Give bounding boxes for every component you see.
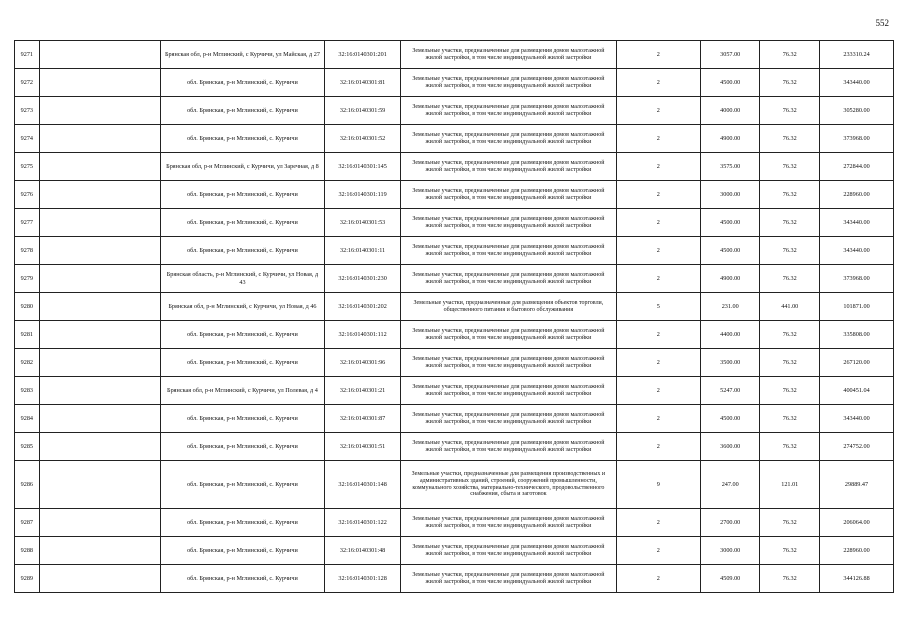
table-row xyxy=(15,349,894,377)
table-row xyxy=(15,153,894,181)
spacer-cell xyxy=(39,349,160,377)
land-use-cell: Земельные участки, предназначенные для размещения домов малоэтажной жилой застройки, в том числе индивидуальной жилой застройки xyxy=(401,509,617,537)
spacer-cell xyxy=(39,209,160,237)
group-cell: 2 xyxy=(616,41,700,69)
spacer-cell xyxy=(39,265,160,293)
land-use-cell: Земельные участки, предназначенные для размещения домов малоэтажной жилой застройки, в том числе индивидуальной жилой застройки xyxy=(401,41,617,69)
rate-cell: 76.32 xyxy=(760,153,820,181)
group-cell: 2 xyxy=(616,153,700,181)
rate-cell: 76.32 xyxy=(760,405,820,433)
cadastral-number-cell: 32:16:0140301:11 xyxy=(325,237,401,265)
cadastral-number-cell: 32:16:0140301:87 xyxy=(325,405,401,433)
land-use-cell: Земельные участки, предназначенные для размещения домов малоэтажной жилой застройки, в том числе индивидуальной жилой застройки xyxy=(401,97,617,125)
area-cell: 3000.00 xyxy=(700,537,760,565)
area-cell: 3575.00 xyxy=(700,153,760,181)
cadastral-value-cell: 206064.00 xyxy=(820,509,894,537)
area-cell: 3000.00 xyxy=(700,181,760,209)
area-cell: 231.00 xyxy=(700,293,760,321)
area-cell: 247.00 xyxy=(700,461,760,509)
group-cell: 2 xyxy=(616,565,700,593)
rate-cell: 76.32 xyxy=(760,349,820,377)
cadastral-number-cell: 32:16:0140301:96 xyxy=(325,349,401,377)
rate-cell: 441.00 xyxy=(760,293,820,321)
rate-cell: 76.32 xyxy=(760,237,820,265)
address-cell: обл. Брянская, р-н Мглинский, с. Курчичи xyxy=(160,349,324,377)
address-cell: обл. Брянская, р-н Мглинский, с. Курчичи xyxy=(160,405,324,433)
cadastral-value-cell: 267120.00 xyxy=(820,349,894,377)
group-cell: 2 xyxy=(616,405,700,433)
address-cell: Брянская обл, р-н Мглинский, с Курчичи, ул Заречная, д 8 xyxy=(160,153,324,181)
group-cell: 2 xyxy=(616,181,700,209)
area-cell: 4900.00 xyxy=(700,125,760,153)
row-number-cell: 9284 xyxy=(15,405,40,433)
address-cell: Брянская обл, р-н Мглинский, с Курчичи, ул Новая, д 46 xyxy=(160,293,324,321)
row-number-cell: 9287 xyxy=(15,509,40,537)
group-cell: 2 xyxy=(616,509,700,537)
row-number-cell: 9277 xyxy=(15,209,40,237)
cadastral-value-cell: 343440.00 xyxy=(820,209,894,237)
table-row xyxy=(15,405,894,433)
area-cell: 3600.00 xyxy=(700,433,760,461)
address-cell: обл. Брянская, р-н Мглинский, с. Курчичи xyxy=(160,97,324,125)
address-cell: Брянская обл, р-н Мглинский, с Курчичи, ул Майская, д 27 xyxy=(160,41,324,69)
spacer-cell xyxy=(39,565,160,593)
cadastral-value-cell: 305280.00 xyxy=(820,97,894,125)
area-cell: 2700.00 xyxy=(700,509,760,537)
rate-cell: 76.32 xyxy=(760,41,820,69)
address-cell: Брянская обл, р-н Мглинский, с Курчичи, ул Полевая, д 4 xyxy=(160,377,324,405)
address-cell: обл. Брянская, р-н Мглинский, с. Курчичи xyxy=(160,433,324,461)
group-cell: 2 xyxy=(616,209,700,237)
group-cell: 2 xyxy=(616,433,700,461)
rate-cell: 76.32 xyxy=(760,265,820,293)
cadastral-value-cell: 228960.00 xyxy=(820,181,894,209)
group-cell: 2 xyxy=(616,321,700,349)
group-cell: 2 xyxy=(616,125,700,153)
spacer-cell xyxy=(39,293,160,321)
address-cell: обл. Брянская, р-н Мглинский, с. Курчичи xyxy=(160,509,324,537)
table-row xyxy=(15,41,894,69)
land-use-cell: Земельные участки, предназначенные для размещения домов малоэтажной жилой застройки, в том числе индивидуальной жилой застройки xyxy=(401,69,617,97)
area-cell: 4500.00 xyxy=(700,237,760,265)
address-cell: обл. Брянская, р-н Мглинский, с. Курчичи xyxy=(160,69,324,97)
land-use-cell: Земельные участки, предназначенные для размещения домов малоэтажной жилой застройки, в том числе индивидуальной жилой застройки xyxy=(401,349,617,377)
land-use-cell: Земельные участки, предназначенные для размещения домов малоэтажной жилой застройки, в том числе индивидуальной жилой застройки xyxy=(401,153,617,181)
table-row xyxy=(15,125,894,153)
cadastral-value-cell: 343440.00 xyxy=(820,405,894,433)
cadastral-number-cell: 32:16:0140301:52 xyxy=(325,125,401,153)
table-row xyxy=(15,433,894,461)
address-cell: обл. Брянская, р-н Мглинский, с. Курчичи xyxy=(160,181,324,209)
row-number-cell: 9271 xyxy=(15,41,40,69)
group-cell: 2 xyxy=(616,377,700,405)
cadastral-number-cell: 32:16:0140301:81 xyxy=(325,69,401,97)
row-number-cell: 9275 xyxy=(15,153,40,181)
land-use-cell: Земельные участки, предназначенные для размещения объектов торговли, общественного питания и бытового обслуживания xyxy=(401,293,617,321)
cadastral-number-cell: 32:16:0140301:201 xyxy=(325,41,401,69)
land-use-cell: Земельные участки, предназначенные для размещения домов малоэтажной жилой застройки, в том числе индивидуальной жилой застройки xyxy=(401,433,617,461)
cadastral-value-cell: 343440.00 xyxy=(820,237,894,265)
area-cell: 4400.00 xyxy=(700,321,760,349)
cadastral-number-cell: 32:16:0140301:119 xyxy=(325,181,401,209)
spacer-cell xyxy=(39,433,160,461)
area-cell: 4000.00 xyxy=(700,97,760,125)
area-cell: 4500.00 xyxy=(700,405,760,433)
row-number-cell: 9282 xyxy=(15,349,40,377)
land-use-cell: Земельные участки, предназначенные для размещения производственных и административных зданий, строений, сооружений промышленности, коммунального хозяйства, материально-технического, продовольственного снабжения, сбыта и заготовок xyxy=(401,461,617,509)
spacer-cell xyxy=(39,321,160,349)
row-number-cell: 9281 xyxy=(15,321,40,349)
cadastral-value-cell: 228960.00 xyxy=(820,537,894,565)
spacer-cell xyxy=(39,69,160,97)
cadastral-value-cell: 335808.00 xyxy=(820,321,894,349)
area-cell: 4900.00 xyxy=(700,265,760,293)
spacer-cell xyxy=(39,125,160,153)
cadastral-number-cell: 32:16:0140301:148 xyxy=(325,461,401,509)
land-use-cell: Земельные участки, предназначенные для размещения домов малоэтажной жилой застройки, в том числе индивидуальной жилой застройки xyxy=(401,209,617,237)
table-row xyxy=(15,265,894,293)
land-use-cell: Земельные участки, предназначенные для размещения домов малоэтажной жилой застройки, в том числе индивидуальной жилой застройки xyxy=(401,321,617,349)
row-number-cell: 9278 xyxy=(15,237,40,265)
table-row xyxy=(15,209,894,237)
table-row xyxy=(15,537,894,565)
table-row xyxy=(15,461,894,509)
table-row xyxy=(15,293,894,321)
group-cell: 2 xyxy=(616,265,700,293)
rate-cell: 76.32 xyxy=(760,181,820,209)
cadastral-number-cell: 32:16:0140301:202 xyxy=(325,293,401,321)
land-use-cell: Земельные участки, предназначенные для размещения домов малоэтажной жилой застройки, в том числе индивидуальной жилой застройки xyxy=(401,405,617,433)
land-use-cell: Земельные участки, предназначенные для размещения домов малоэтажной жилой застройки, в том числе индивидуальной жилой застройки xyxy=(401,237,617,265)
row-number-cell: 9280 xyxy=(15,293,40,321)
table-row xyxy=(15,321,894,349)
row-number-cell: 9274 xyxy=(15,125,40,153)
area-cell: 4500.00 xyxy=(700,209,760,237)
spacer-cell xyxy=(39,153,160,181)
spacer-cell xyxy=(39,97,160,125)
cadastral-value-cell: 29889.47 xyxy=(820,461,894,509)
rate-cell: 76.32 xyxy=(760,209,820,237)
address-cell: Брянская область, р-н Мглинский, с Курчичи, ул Новая, д 43 xyxy=(160,265,324,293)
table-row xyxy=(15,69,894,97)
address-cell: обл. Брянская, р-н Мглинский, с. Курчичи xyxy=(160,321,324,349)
spacer-cell xyxy=(39,237,160,265)
page-number: 552 xyxy=(875,18,889,28)
cadastral-number-cell: 32:16:0140301:145 xyxy=(325,153,401,181)
cadastral-value-cell: 101871.00 xyxy=(820,293,894,321)
address-cell: обл. Брянская, р-н Мглинский, с. Курчичи xyxy=(160,461,324,509)
land-use-cell: Земельные участки, предназначенные для размещения домов малоэтажной жилой застройки, в том числе индивидуальной жилой застройки xyxy=(401,265,617,293)
group-cell: 2 xyxy=(616,69,700,97)
rate-cell: 76.32 xyxy=(760,433,820,461)
group-cell: 2 xyxy=(616,537,700,565)
cadastral-value-cell: 373968.00 xyxy=(820,125,894,153)
group-cell: 2 xyxy=(616,349,700,377)
group-cell: 2 xyxy=(616,97,700,125)
rate-cell: 76.32 xyxy=(760,565,820,593)
land-registry-table xyxy=(14,40,894,593)
rate-cell: 76.32 xyxy=(760,377,820,405)
table-row xyxy=(15,509,894,537)
row-number-cell: 9288 xyxy=(15,537,40,565)
area-cell: 4500.00 xyxy=(700,69,760,97)
spacer-cell xyxy=(39,377,160,405)
row-number-cell: 9279 xyxy=(15,265,40,293)
row-number-cell: 9289 xyxy=(15,565,40,593)
rate-cell: 76.32 xyxy=(760,69,820,97)
cadastral-number-cell: 32:16:0140301:48 xyxy=(325,537,401,565)
spacer-cell xyxy=(39,509,160,537)
spacer-cell xyxy=(39,405,160,433)
land-use-cell: Земельные участки, предназначенные для размещения домов малоэтажной жилой застройки, в том числе индивидуальной жилой застройки xyxy=(401,181,617,209)
row-number-cell: 9272 xyxy=(15,69,40,97)
rate-cell: 76.32 xyxy=(760,509,820,537)
area-cell: 4509.00 xyxy=(700,565,760,593)
cadastral-number-cell: 32:16:0140301:53 xyxy=(325,209,401,237)
cadastral-number-cell: 32:16:0140301:230 xyxy=(325,265,401,293)
land-use-cell: Земельные участки, предназначенные для размещения домов малоэтажной жилой застройки, в том числе индивидуальной жилой застройки xyxy=(401,377,617,405)
cadastral-value-cell: 272844.00 xyxy=(820,153,894,181)
land-use-cell: Земельные участки, предназначенные для размещения домов малоэтажной жилой застройки, в том числе индивидуальной жилой застройки xyxy=(401,125,617,153)
rate-cell: 76.32 xyxy=(760,321,820,349)
cadastral-value-cell: 343440.00 xyxy=(820,69,894,97)
land-use-cell: Земельные участки, предназначенные для размещения домов малоэтажной жилой застройки, в том числе индивидуальной жилой застройки xyxy=(401,565,617,593)
cadastral-value-cell: 400451.04 xyxy=(820,377,894,405)
address-cell: обл. Брянская, р-н Мглинский, с. Курчичи xyxy=(160,209,324,237)
group-cell: 2 xyxy=(616,237,700,265)
row-number-cell: 9283 xyxy=(15,377,40,405)
land-use-cell: Земельные участки, предназначенные для размещения домов малоэтажной жилой застройки, в том числе индивидуальной жилой застройки xyxy=(401,537,617,565)
address-cell: обл. Брянская, р-н Мглинский, с. Курчичи xyxy=(160,125,324,153)
rate-cell: 76.32 xyxy=(760,537,820,565)
table-row xyxy=(15,237,894,265)
row-number-cell: 9273 xyxy=(15,97,40,125)
rate-cell: 121.01 xyxy=(760,461,820,509)
group-cell: 9 xyxy=(616,461,700,509)
cadastral-number-cell: 32:16:0140301:21 xyxy=(325,377,401,405)
area-cell: 3057.00 xyxy=(700,41,760,69)
address-cell: обл. Брянская, р-н Мглинский, с. Курчичи xyxy=(160,565,324,593)
address-cell: обл. Брянская, р-н Мглинский, с. Курчичи xyxy=(160,537,324,565)
table-row xyxy=(15,565,894,593)
area-cell: 5247.00 xyxy=(700,377,760,405)
cadastral-value-cell: 344126.88 xyxy=(820,565,894,593)
row-number-cell: 9286 xyxy=(15,461,40,509)
table-row xyxy=(15,377,894,405)
spacer-cell xyxy=(39,41,160,69)
cadastral-value-cell: 373968.00 xyxy=(820,265,894,293)
row-number-cell: 9276 xyxy=(15,181,40,209)
cadastral-number-cell: 32:16:0140301:122 xyxy=(325,509,401,537)
table-row xyxy=(15,97,894,125)
area-cell: 3500.00 xyxy=(700,349,760,377)
rate-cell: 76.32 xyxy=(760,125,820,153)
spacer-cell xyxy=(39,461,160,509)
cadastral-number-cell: 32:16:0140301:59 xyxy=(325,97,401,125)
address-cell: обл. Брянская, р-н Мглинский, с. Курчичи xyxy=(160,237,324,265)
cadastral-number-cell: 32:16:0140301:51 xyxy=(325,433,401,461)
rate-cell: 76.32 xyxy=(760,97,820,125)
spacer-cell xyxy=(39,181,160,209)
cadastral-value-cell: 274752.00 xyxy=(820,433,894,461)
spacer-cell xyxy=(39,537,160,565)
row-number-cell: 9285 xyxy=(15,433,40,461)
cadastral-number-cell: 32:16:0140301:112 xyxy=(325,321,401,349)
cadastral-value-cell: 233310.24 xyxy=(820,41,894,69)
cadastral-number-cell: 32:16:0140301:128 xyxy=(325,565,401,593)
group-cell: 5 xyxy=(616,293,700,321)
table-row xyxy=(15,181,894,209)
